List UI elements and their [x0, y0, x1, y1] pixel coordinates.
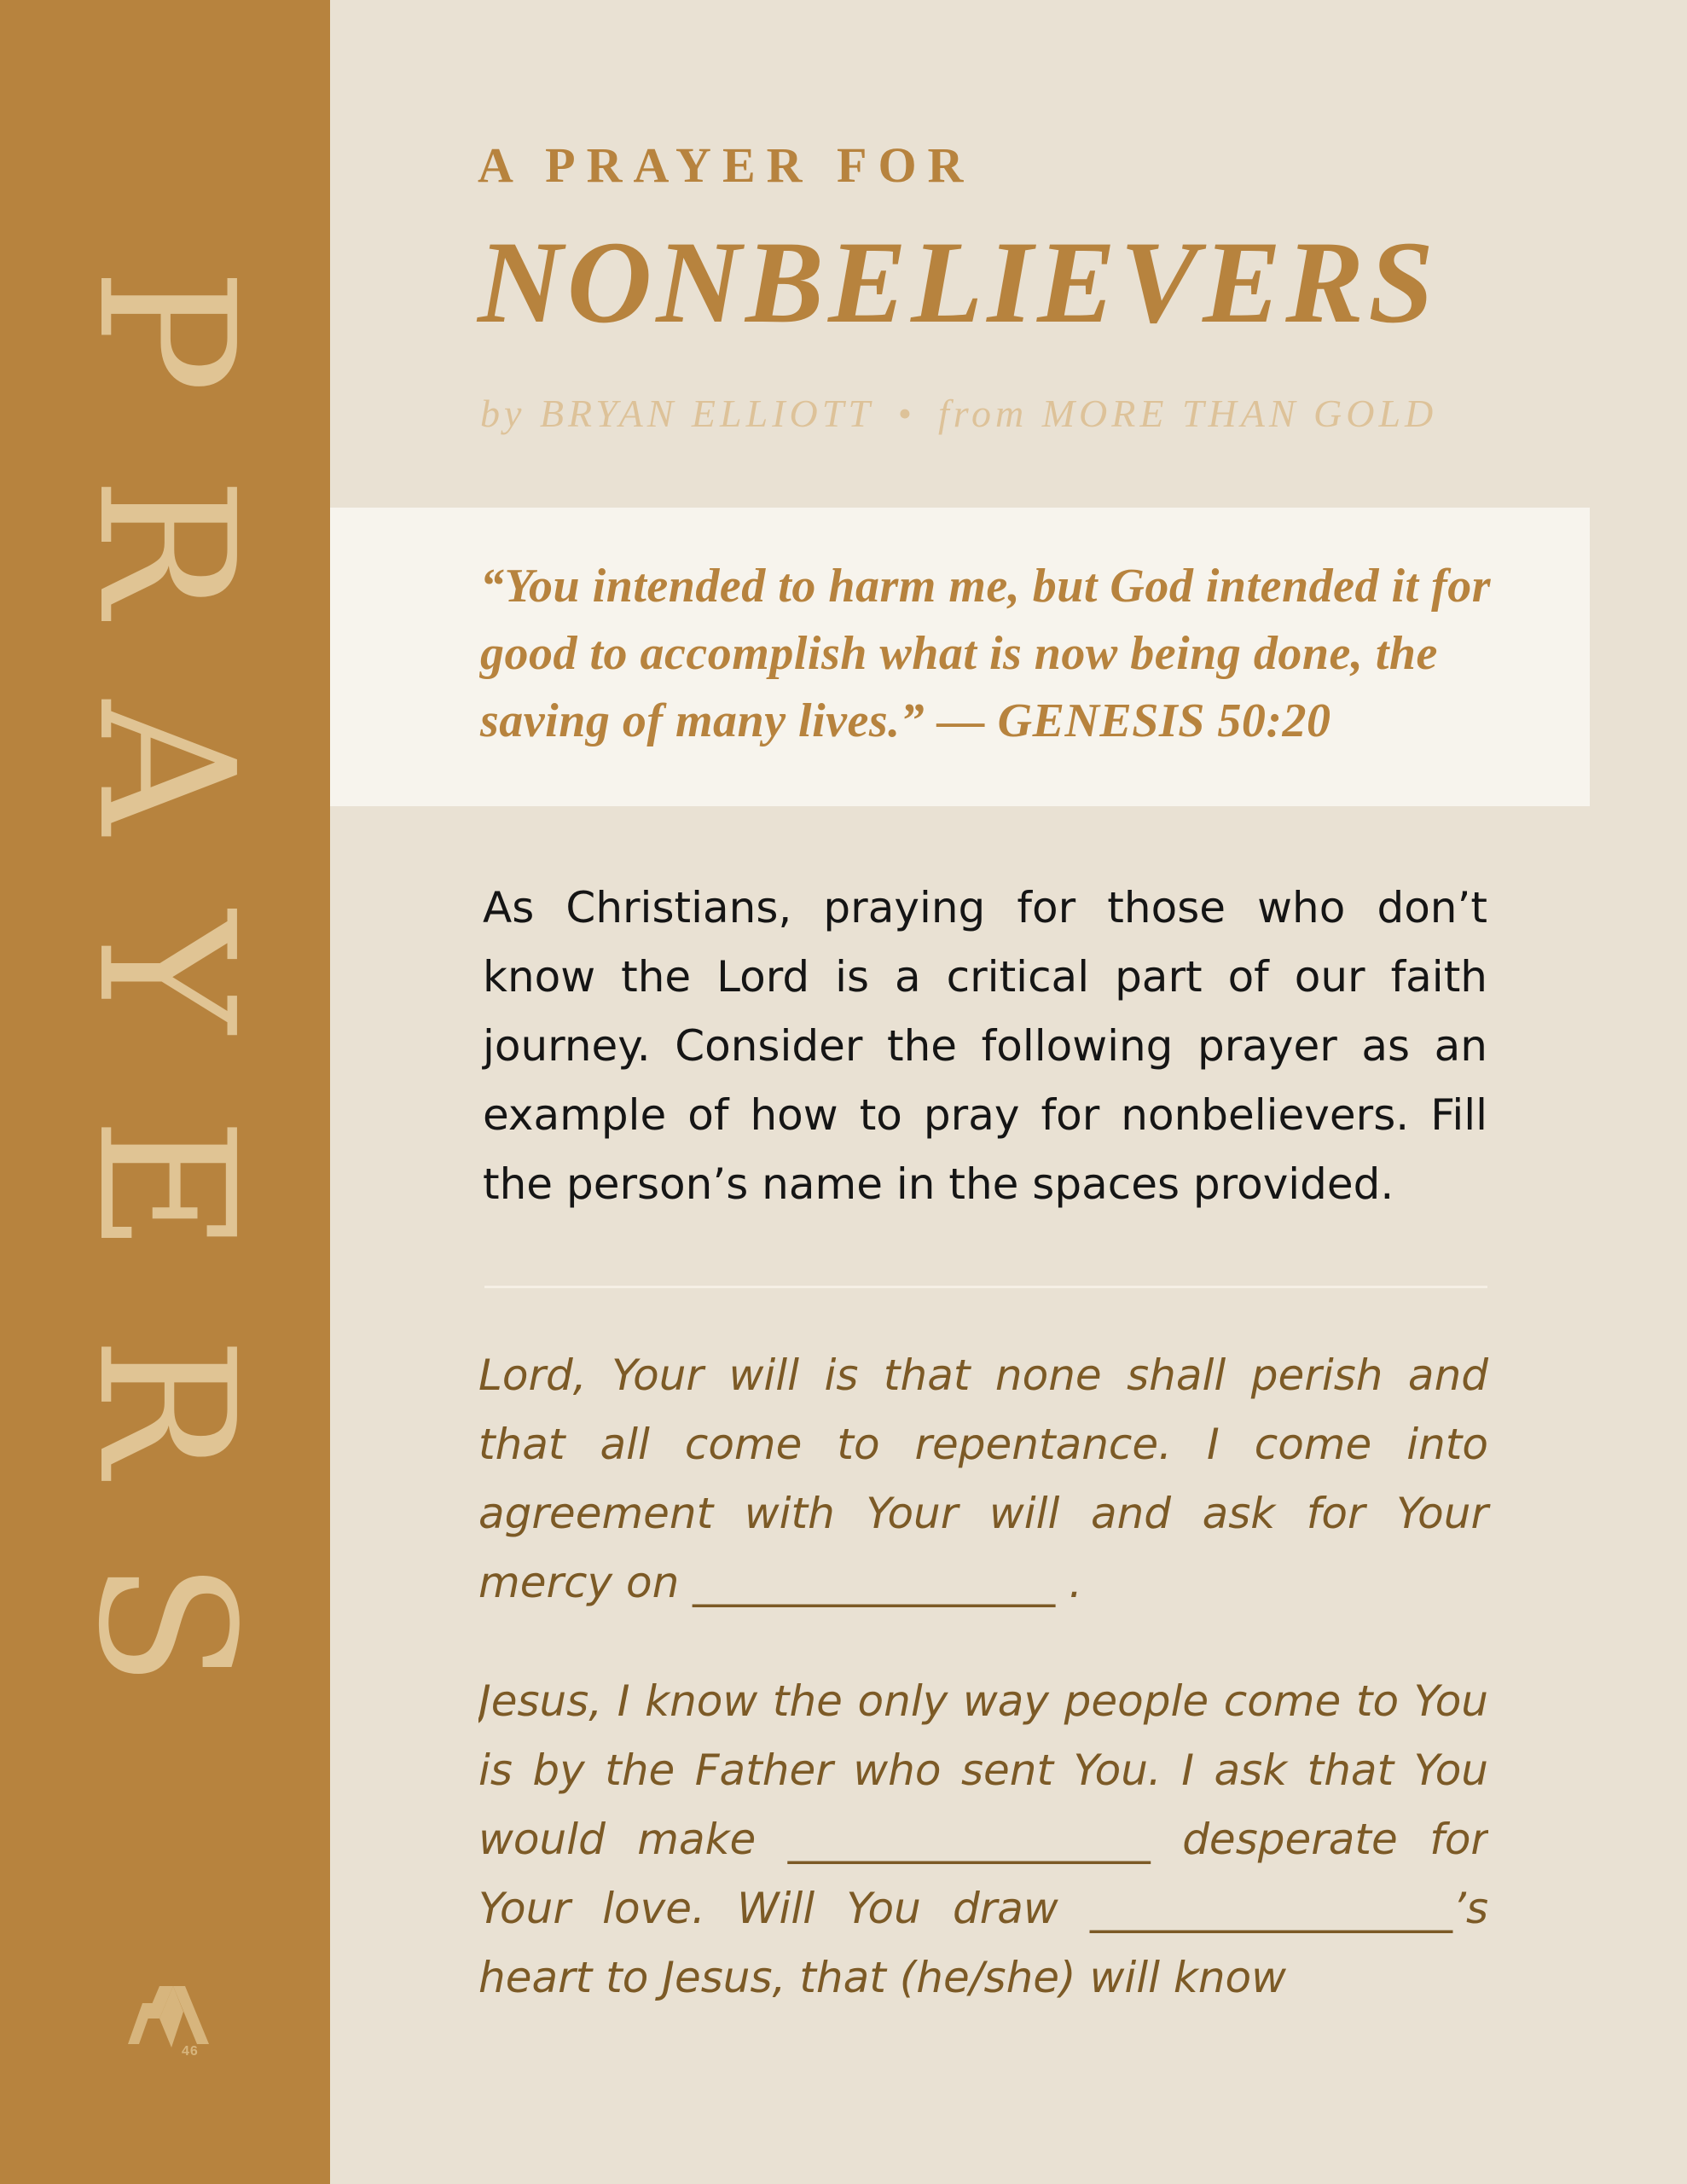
page-number: 46 — [182, 2044, 199, 2059]
sidebar-vertical-title: PRAYERS — [57, 268, 273, 1771]
byline — [480, 391, 1437, 436]
byline-source: from MORE THAN GOLD — [938, 392, 1438, 435]
prayer-paragraph-1: Lord, Your will is that none shall perish and that all come to repentance. I come into agreement with Your will and ask for Your mercy on _________________ . — [478, 1350, 1488, 1607]
sidebar — [0, 0, 330, 2184]
byline-author: by BRYAN ELLIOTT — [480, 392, 874, 435]
page-title: NONBELIEVERS — [478, 217, 1438, 347]
section-divider — [484, 1286, 1487, 1288]
prayer-paragraph-2: Jesus, I know the only way people come to You is by the Father who sent You. I ask that You would make _________________ desperate for Your love. Will You draw _________________’s heart to Jesus, that (he/she) will know — [478, 1676, 1488, 2002]
mountain-m-logo-icon — [124, 1978, 217, 2071]
intro-paragraph: As Christians, praying for those who don’t know the Lord is a critical part of our faith journey. Consider the following prayer as an example of how to pray for nonbelievers. Fill the person’s name in the spaces provided. — [483, 883, 1487, 1209]
scripture-quote: “You intended to harm me, but God intended it for good to accomplish what is now being done, the saving of many lives.” — GENESIS 50:20 — [480, 560, 1492, 747]
byline-separator: • — [897, 392, 917, 435]
title-kicker: A PRAYER FOR — [478, 137, 975, 193]
